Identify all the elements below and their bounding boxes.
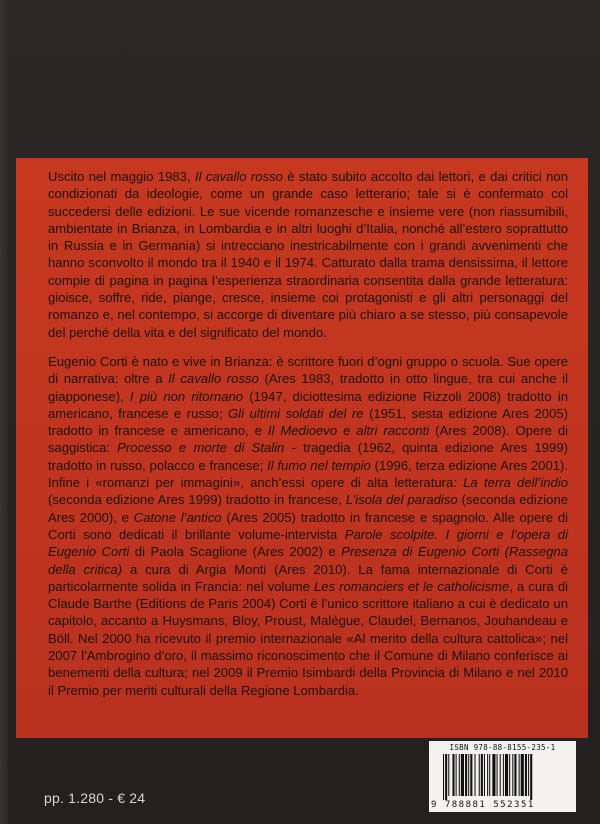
- text-run: di Paola Scaglione (Ares 2002) e: [129, 544, 342, 560]
- barcode-bar: [470, 754, 472, 796]
- barcode-bar: [484, 754, 485, 796]
- pages-price: pp. 1.280 - € 24: [44, 790, 146, 806]
- text-run: (1947, diciottesima edizione Rizzoli 2008) tradotto in americano, francese e russo;: [48, 388, 568, 421]
- barcode-bar: [505, 754, 508, 796]
- title-run: I più non ritornano: [129, 388, 244, 404]
- barcode-bar: [443, 754, 444, 800]
- barcode-bar: [519, 754, 520, 796]
- barcode-bar: [525, 754, 527, 796]
- title-run: Catone l’antico: [133, 509, 222, 525]
- isbn-barcode: [429, 741, 576, 812]
- blurb-text: [48, 168, 568, 699]
- title-run: Gli ultimi soldati del re: [227, 405, 364, 421]
- barcode-bar: [492, 754, 495, 796]
- barcode-bar: [445, 754, 447, 800]
- barcode-bar: [475, 754, 476, 796]
- barcode-bar: [459, 754, 460, 796]
- text-run: a cura di Argia Monti (Ares 2010). La fama internazionale di Corti è particolarmente solida in Francia: nel volume: [48, 561, 568, 594]
- text-run: - tragedia (1962, quinta edizione Ares 1999) tradotto in russo, polacco e francese;: [48, 440, 568, 473]
- barcode-bar: [530, 754, 532, 800]
- title-run: L’isola del paradiso: [345, 492, 458, 508]
- text-run: (seconda edizione Ares 2000), e: [48, 492, 569, 525]
- text-run: , a cura di Claude Barthe (Editions de Paris 2004) Corti è l’unico scrittore italiano a cui è dedicato un capitolo, accanto a Huysmans, Bloy, Proust, Malègue, Claudel, Bernanos, Jouhandeau e Böll. Nel 2000 ha ricevuto il premio internazionale «Al merito della cultura cattolica»; nel 2007 l’Ambrogino d’oro, il massimo riconoscimento che il Comune di Milano conferisce ai benemeriti della cultura; nel 2009 il Premio Isimbardi della Provincia di Milano e nel 2010 il Premio per meriti culturali della Regione Lombardia.: [48, 578, 569, 698]
- barcode-bar: [521, 754, 524, 796]
- title-run: Il cavallo rosso: [168, 371, 259, 387]
- barcode-bar: [468, 754, 469, 796]
- barcode-bar: [489, 754, 490, 796]
- title-run: Presenza di Eugenio Corti (Rassegna della critica): [48, 544, 568, 577]
- barcode-bar: [512, 754, 513, 796]
- barcode-bar: [509, 754, 510, 796]
- title-run: Il fumo nel tempio: [267, 457, 371, 473]
- barcode-bar: [500, 754, 501, 796]
- ean-digits: 9 788881 552351: [431, 800, 535, 810]
- text-run: Eugenio Corti è nato e vive in Brianza: è scrittore fuori d’ogni gruppo o scuola. Sue opere di narrativa: oltre a: [48, 353, 568, 387]
- text-run: (Ares 2005) tradotto in francese e spagnolo. Alle opere di Corti sono dedicati il brillante volume-intervista: [48, 509, 569, 542]
- title-run: Processo e morte di Stalin: [117, 440, 285, 456]
- text-run: (Ares 1983, tradotto in otto lingue, tra cui anche il giapponese),: [48, 371, 569, 404]
- text-run: (1996, terza edizione Ares 2001). Infine i «romanzi per immagini», anch’essi opere di alta letteratura:: [48, 457, 569, 491]
- barcode-bar: [528, 754, 529, 796]
- synopsis-paragraph: [48, 168, 568, 341]
- title-run: La terra dell’indio: [463, 475, 569, 491]
- barcode-bar: [503, 754, 504, 796]
- author-bio-paragraph: [48, 353, 568, 699]
- barcode-bar: [461, 754, 464, 796]
- barcode-bar: [448, 754, 449, 796]
- barcode-bar: [456, 754, 457, 796]
- barcode-bar: [514, 754, 516, 796]
- text-run: Uscito nel maggio 1983,: [48, 169, 195, 184]
- barcode-bar: [497, 754, 498, 796]
- barcode-bars: [443, 754, 565, 800]
- isbn-label: ISBN 978-88-8155-235-1: [449, 743, 556, 752]
- text-run: è stato subito accolto dai lettori, e dai critici non condizionati da ideologie, come un grande caso letterario; tale si è confermato col succedersi delle edizioni. Le sue vicende romanzesche e insieme vere (non riassumibili, ambientate in Brianza, in Lombardia e in altri luoghi d’Italia, nonché all’estero soprattutto in Russia e in Germania) si intrecciano inestricabilmente con i grandi avvenimenti che hanno sconvolto il mondo tra il 1940 e il 1974. Catturato dalla trama densissima, il lettore compie di pagina in pagina l’esperienza straordinaria consentita dalla grande letteratura: gioisce, soffre, ride, piange, cresce, insieme coi protagonisti e gli altri personaggi del romanzo e, nel contempo, si accorge di diventare più chiaro a se stesso, più consapevole del perché della vita e del significato del mondo.: [48, 169, 568, 340]
- text-run: (1951, sesta edizione Ares 2005) tradotto in francese e americano, e: [48, 405, 569, 439]
- barcode-bar: [479, 754, 480, 796]
- barcode-bar: [487, 754, 488, 796]
- text-run: (seconda edizione Ares 1999) tradotto in francese,: [48, 492, 346, 508]
- title-run: Il cavallo rosso: [194, 169, 283, 184]
- title-run: Il Medioevo e altri racconti: [267, 423, 430, 439]
- title-run: Parole scolpite. I giorni e l’opera di Eugenio Corti: [48, 526, 568, 560]
- title-run: Les romanciers et le catholicisme: [313, 578, 510, 594]
- barcode-bar: [465, 754, 467, 796]
- barcode-bar: [452, 754, 454, 796]
- text-run: (Ares 2008). Opere di saggistica:: [48, 423, 569, 456]
- barcode-bar: [481, 754, 483, 796]
